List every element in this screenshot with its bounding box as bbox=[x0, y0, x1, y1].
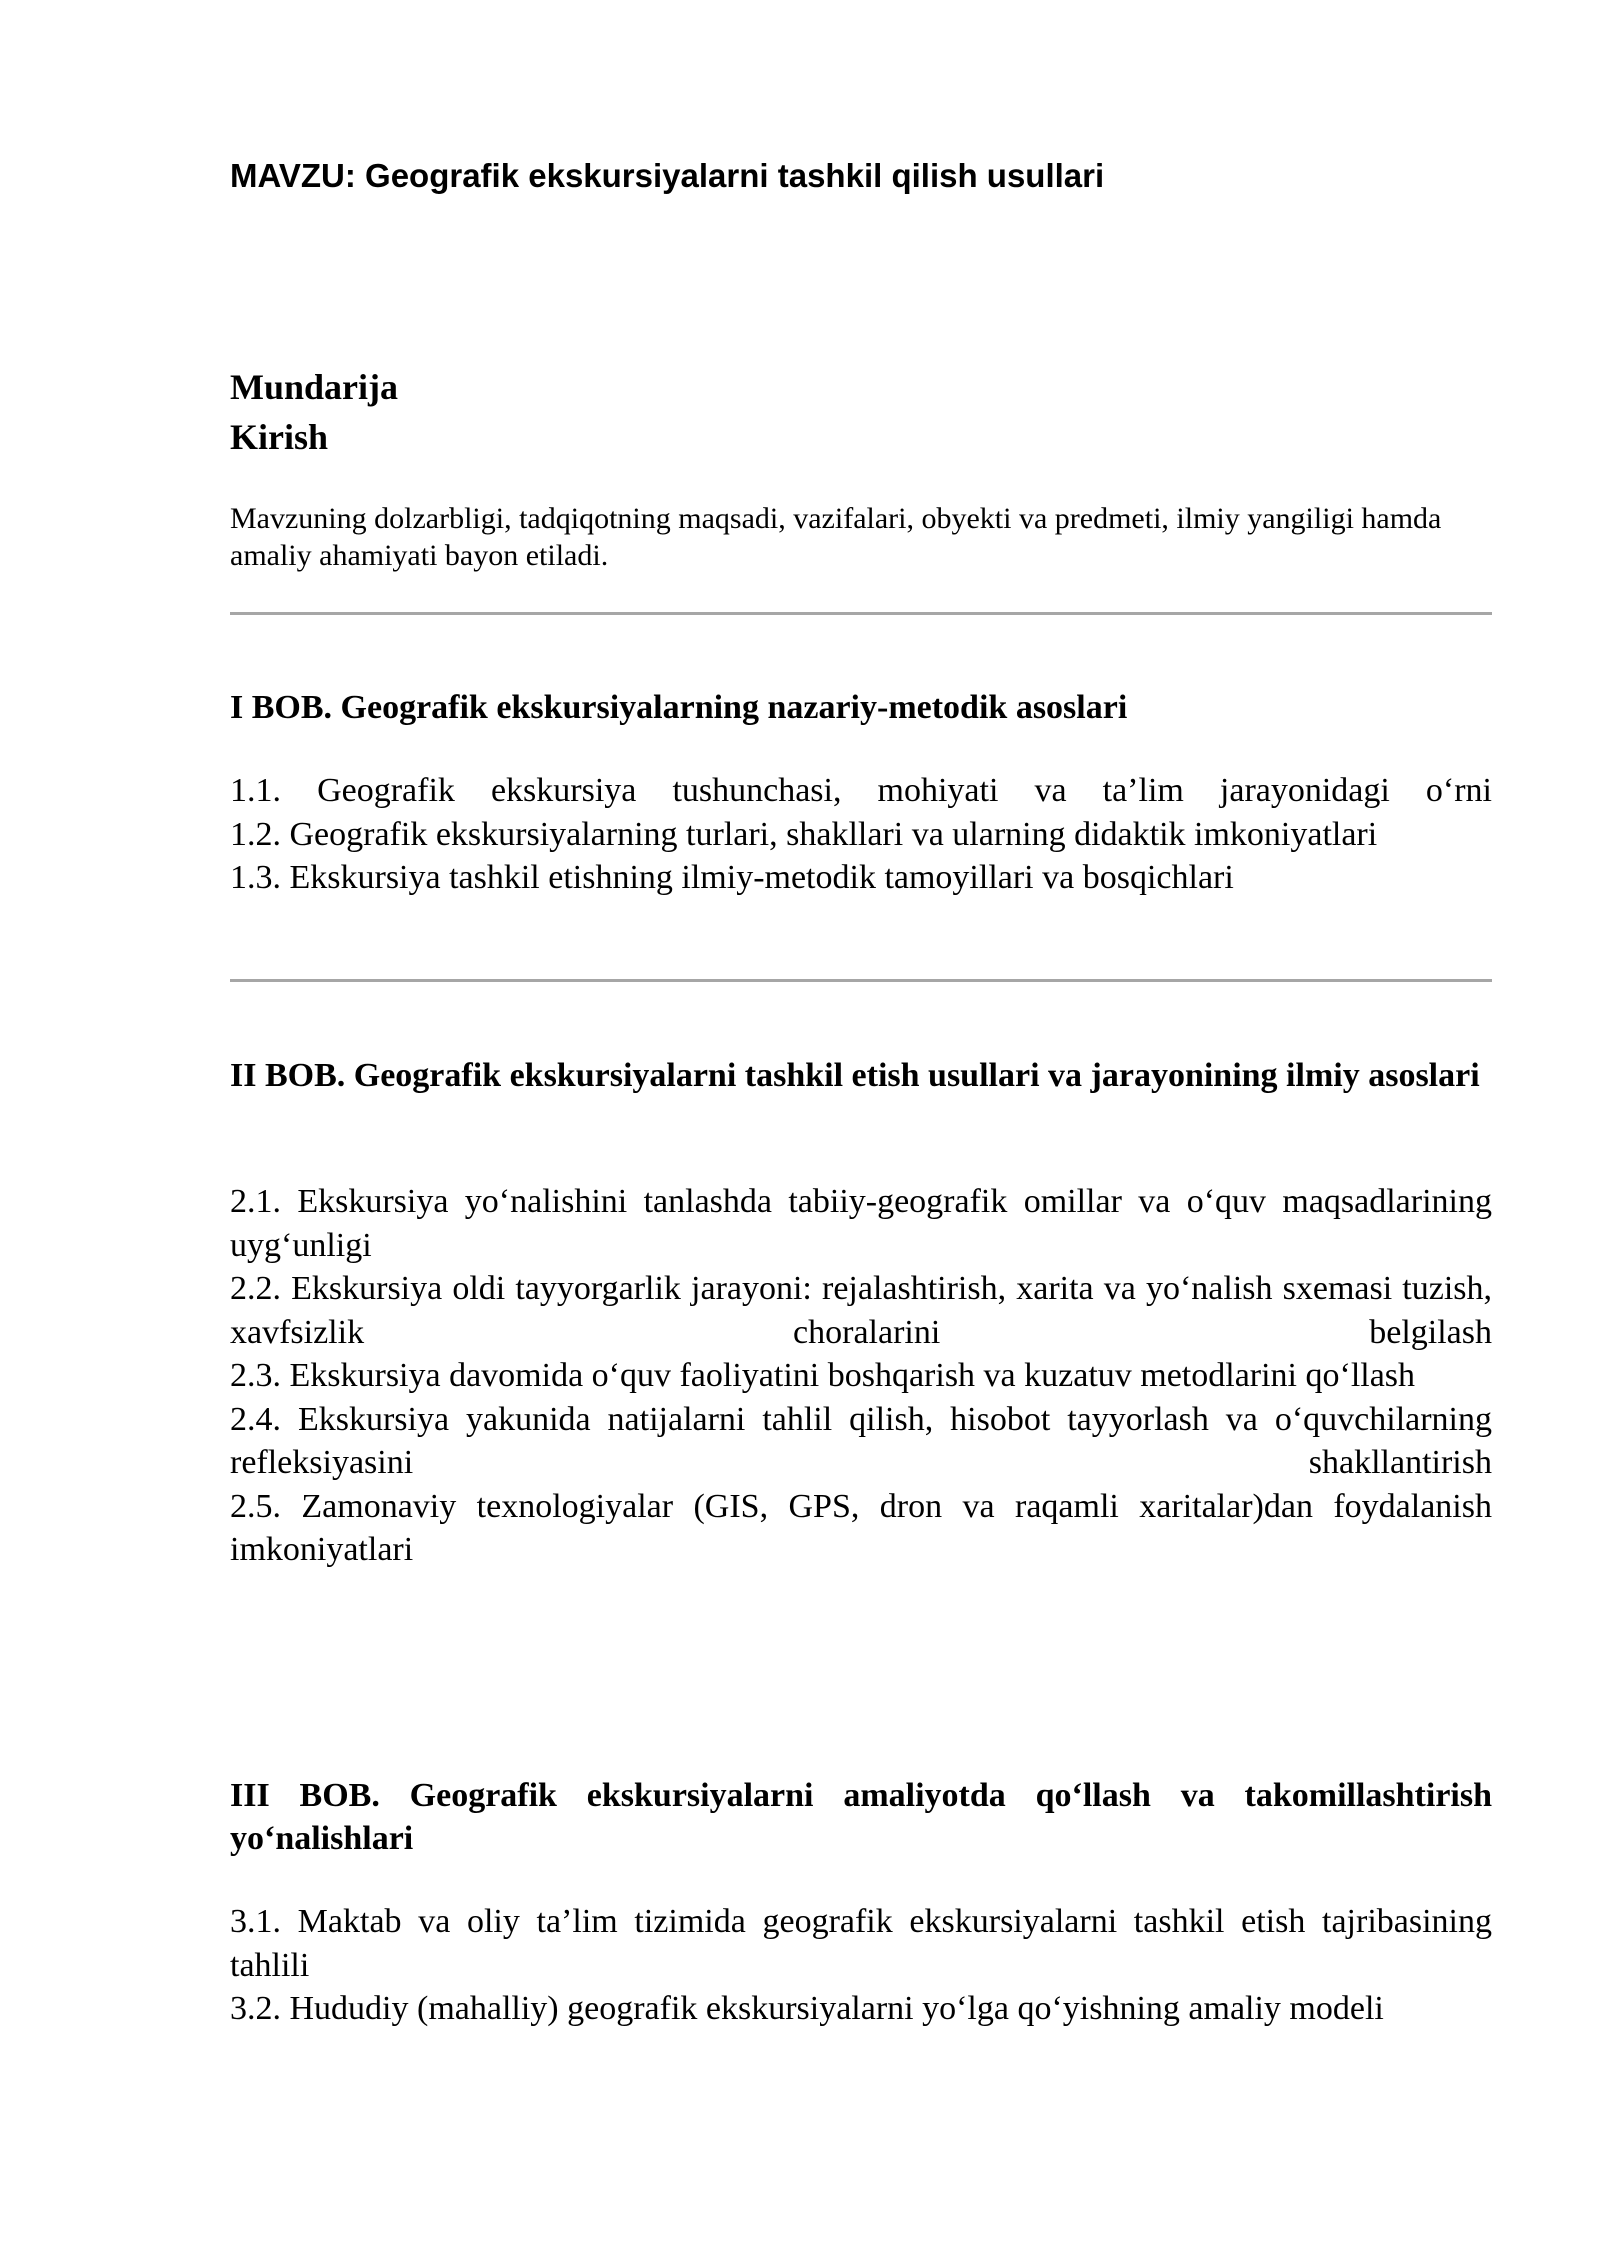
toc-item-2-2: 2.2. Ekskursiya oldi tayyorgarlik jarayoni: rejalashtirish, xarita va yo‘nalish sxemasi tuzish, xavfsizlik choralarini belgilash bbox=[230, 1270, 1492, 1351]
toc-item-1-1: 1.1. Geografik ekskursiya tushunchasi, mohiyati va ta’lim jarayonidagi o‘rni bbox=[230, 772, 1492, 809]
document-topic: MAVZU: Geografik ekskursiyalarni tashkil qilish usullari bbox=[230, 157, 1105, 194]
toc-item-2-4: 2.4. Ekskursiya yakunida natijalarni tahlil qilish, hisobot tayyorlash va o‘quvchilarning refleksiyasini shakllantirish bbox=[230, 1400, 1492, 1481]
chapter-3-title: III BOB. Geografik ekskursiyalarni amaliyotda qo‘llash va takomillashtirish yo‘nalishlari bbox=[230, 1777, 1492, 1857]
toc-item-1-2: 1.2. Geografik ekskursiyalarning turlari, shakllari va ularning didaktik imkoniyatlari bbox=[230, 815, 1378, 853]
chapter-2-title: II BOB. Geografik ekskursiyalarni tashkil etish usullari va jarayonining ilmiy asoslari bbox=[230, 1057, 1480, 1094]
section-divider bbox=[230, 612, 1492, 615]
toc-item-3-1: 3.1. Maktab va oliy ta’lim tizimida geografik ekskursiyalarni tashkil etish tajribasining tahlili bbox=[230, 1903, 1492, 1984]
chapter-1-items bbox=[230, 769, 1492, 900]
chapter-1-title: I BOB. Geografik ekskursiyalarning nazariy-metodik asoslari bbox=[230, 689, 1128, 726]
toc-item-2-1: 2.1. Ekskursiya yo‘nalishini tanlashda tabiiy-geografik omillar va o‘quv maqsadlarining uyg‘unligi bbox=[230, 1183, 1492, 1264]
toc-item-3-2: 3.2. Hududiy (mahalliy) geografik ekskursiyalarni yo‘lga qo‘yishning amaliy modeli bbox=[230, 1990, 1384, 2027]
toc-item-2-3: 2.3. Ekskursiya davomida o‘quv faoliyatini boshqarish va kuzatuv metodlarini qo‘llash bbox=[230, 1357, 1416, 1394]
intro-text: Mavzuning dolzarbligi, tadqiqotning maqsadi, vazifalari, obyekti va predmeti, ilmiy yangiligi hamda amaliy ahamiyati bayon etiladi. bbox=[230, 502, 1442, 572]
chapter-3-items bbox=[230, 1900, 1492, 2031]
toc-item-2-5: 2.5. Zamonaviy texnologiyalar (GIS, GPS, dron va raqamli xaritalar)dan foydalanish imkoniyatlari bbox=[230, 1487, 1492, 1568]
intro-title: Kirish bbox=[230, 417, 329, 457]
section-divider bbox=[230, 979, 1492, 982]
toc-title: Mundarija bbox=[230, 367, 399, 407]
toc-item-1-3: 1.3. Ekskursiya tashkil etishning ilmiy-metodik tamoyillari va bosqichlari bbox=[230, 859, 1234, 896]
chapter-2-items bbox=[230, 1180, 1492, 1572]
